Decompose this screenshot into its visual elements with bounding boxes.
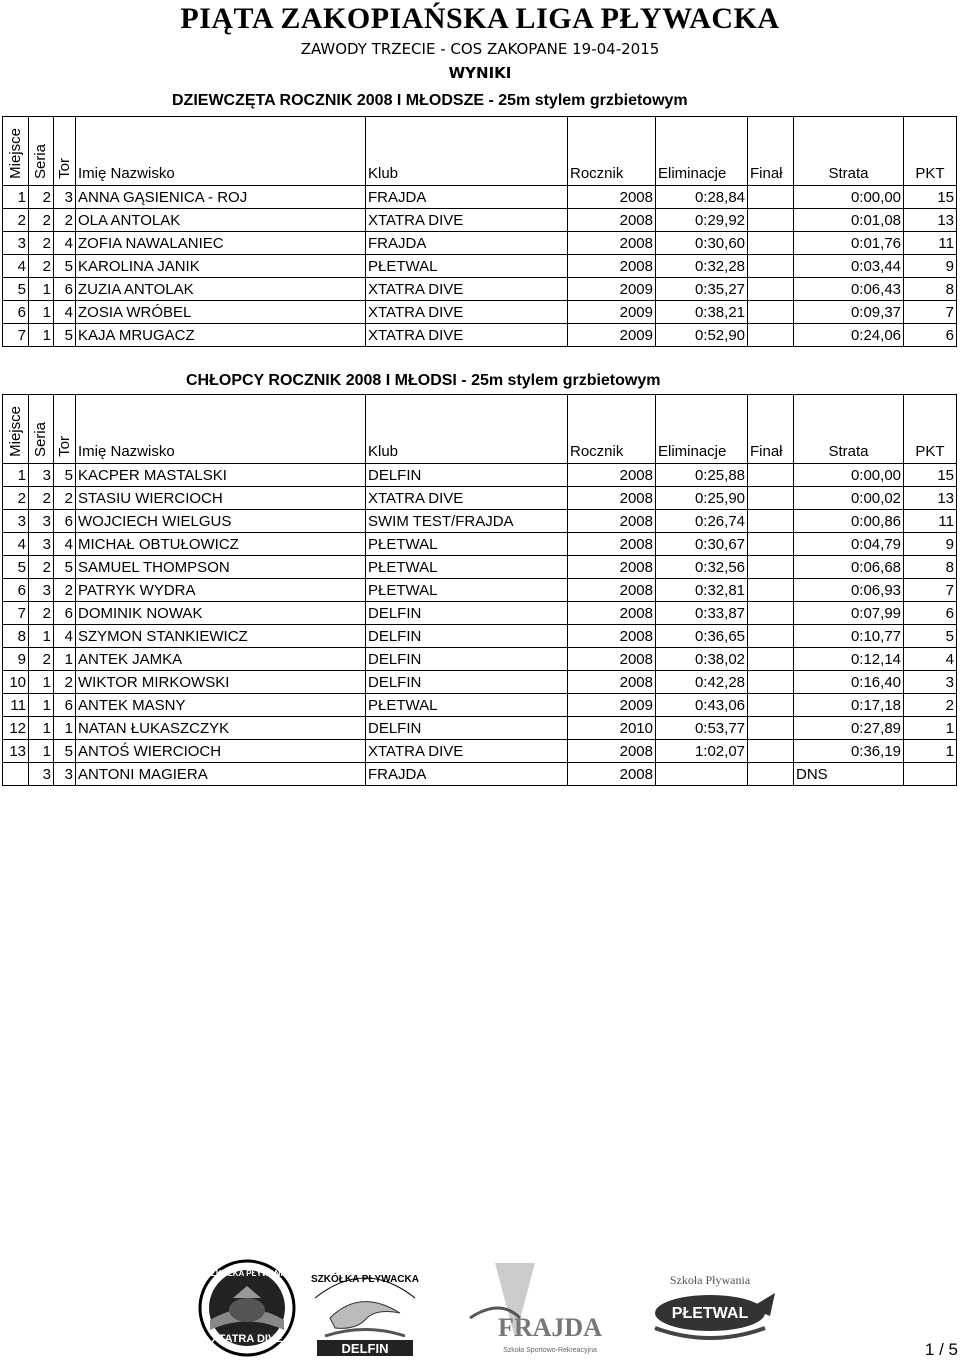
table-row	[3, 487, 957, 510]
cell-final	[748, 301, 794, 324]
table-row	[3, 255, 957, 278]
cell-seria: 2	[29, 209, 54, 232]
cell-eliminacje: 0:42,28	[656, 671, 748, 694]
cell-rocznik: 2008	[568, 740, 656, 763]
cell-seria: 1	[29, 301, 54, 324]
cell-strata: 0:17,18	[794, 694, 904, 717]
cell-miejsce: 6	[3, 579, 29, 602]
cell-name: KACPER MASTALSKI	[76, 464, 366, 487]
cell-final	[748, 763, 794, 786]
cell-pkt: 13	[904, 487, 957, 510]
cell-strata: 0:01,08	[794, 209, 904, 232]
table-row	[3, 648, 957, 671]
cell-miejsce: 4	[3, 255, 29, 278]
cell-seria: 1	[29, 671, 54, 694]
cell-rocznik: 2008	[568, 255, 656, 278]
cell-tor: 6	[54, 694, 76, 717]
cell-seria: 1	[29, 717, 54, 740]
cell-pkt: 7	[904, 579, 957, 602]
cell-name: STASIU WIERCIOCH	[76, 487, 366, 510]
frajda-logo	[440, 1258, 620, 1358]
cell-miejsce: 2	[3, 487, 29, 510]
cell-pkt: 3	[904, 671, 957, 694]
cell-name: ANTONI MAGIERA	[76, 763, 366, 786]
table-row	[3, 556, 957, 579]
cell-tor: 4	[54, 301, 76, 324]
page-title: PIĄTA ZAKOPIAŃSKA LIGA PŁYWACKA	[180, 2, 780, 35]
cell-pkt: 4	[904, 648, 957, 671]
cell-eliminacje: 0:30,60	[656, 232, 748, 255]
column-header-final: Finał	[748, 395, 794, 464]
cell-klub: XTATRA DIVE	[366, 209, 568, 232]
cell-final	[748, 278, 794, 301]
cell-name: NATAN ŁUKASZCZYK	[76, 717, 366, 740]
cell-tor: 5	[54, 740, 76, 763]
cell-strata: 0:27,89	[794, 717, 904, 740]
table-row	[3, 717, 957, 740]
cell-seria: 1	[29, 625, 54, 648]
cell-eliminacje: 0:30,67	[656, 533, 748, 556]
cell-pkt: 11	[904, 232, 957, 255]
column-header-rocznik: Rocznik	[568, 395, 656, 464]
cell-final	[748, 533, 794, 556]
cell-eliminacje: 0:32,56	[656, 556, 748, 579]
cell-eliminacje: 0:26,74	[656, 510, 748, 533]
cell-final	[748, 671, 794, 694]
cell-pkt: 9	[904, 533, 957, 556]
column-header-strata: Strata	[794, 117, 904, 186]
cell-rocznik: 2008	[568, 579, 656, 602]
cell-strata: 0:07,99	[794, 602, 904, 625]
cell-miejsce: 2	[3, 209, 29, 232]
column-header-miejsce	[3, 117, 29, 186]
cell-pkt: 5	[904, 625, 957, 648]
cell-rocznik: 2008	[568, 510, 656, 533]
cell-final	[748, 232, 794, 255]
cell-klub: PŁETWAL	[366, 533, 568, 556]
cell-rocznik: 2009	[568, 301, 656, 324]
cell-strata: 0:00,86	[794, 510, 904, 533]
cell-tor: 2	[54, 579, 76, 602]
cell-strata: 0:36,19	[794, 740, 904, 763]
cell-final	[748, 625, 794, 648]
results-heading: WYNIKI	[448, 64, 512, 82]
column-header-label: Seria	[32, 421, 49, 457]
cell-seria: 2	[29, 648, 54, 671]
column-header-seria	[29, 117, 54, 186]
cell-klub: DELFIN	[366, 625, 568, 648]
table-row	[3, 671, 957, 694]
cell-final	[748, 209, 794, 232]
column-header-final: Finał	[748, 117, 794, 186]
svg-text:XTATRA DIVE: XTATRA DIVE	[211, 1333, 283, 1345]
section-title-girls: DZIEWCZĘTA ROCZNIK 2008 I MŁODSZE - 25m stylem grzbietowym	[172, 92, 688, 109]
cell-pkt: 2	[904, 694, 957, 717]
cell-final	[748, 324, 794, 347]
cell-klub: DELFIN	[366, 717, 568, 740]
cell-eliminacje: 0:52,90	[656, 324, 748, 347]
cell-tor: 3	[54, 763, 76, 786]
cell-final	[748, 648, 794, 671]
cell-tor: 6	[54, 278, 76, 301]
cell-final	[748, 579, 794, 602]
cell-name: DOMINIK NOWAK	[76, 602, 366, 625]
cell-rocznik: 2009	[568, 694, 656, 717]
cell-name: ANNA GĄSIENICA - ROJ	[76, 186, 366, 209]
column-header-miejsce	[3, 395, 29, 464]
cell-klub: PŁETWAL	[366, 579, 568, 602]
cell-name: ANTEK MASNY	[76, 694, 366, 717]
cell-name: WOJCIECH WIELGUS	[76, 510, 366, 533]
cell-tor: 4	[54, 533, 76, 556]
cell-miejsce: 13	[3, 740, 29, 763]
cell-eliminacje: 0:53,77	[656, 717, 748, 740]
table-row	[3, 186, 957, 209]
table-row	[3, 625, 957, 648]
pletwal-logo	[640, 1258, 780, 1358]
cell-name: WIKTOR MIRKOWSKI	[76, 671, 366, 694]
cell-final	[748, 556, 794, 579]
cell-name: ANTEK JAMKA	[76, 648, 366, 671]
cell-name: KAROLINA JANIK	[76, 255, 366, 278]
cell-pkt: 6	[904, 324, 957, 347]
cell-strata: 0:09,37	[794, 301, 904, 324]
cell-miejsce: 3	[3, 510, 29, 533]
column-header-label: Tor	[56, 158, 73, 179]
table-row	[3, 278, 957, 301]
cell-eliminacje: 0:33,87	[656, 602, 748, 625]
cell-pkt: 8	[904, 278, 957, 301]
cell-eliminacje: 0:35,27	[656, 278, 748, 301]
cell-rocznik: 2008	[568, 487, 656, 510]
cell-klub: PŁETWAL	[366, 694, 568, 717]
cell-seria: 2	[29, 255, 54, 278]
svg-text:FRAJDA: FRAJDA	[498, 1313, 602, 1342]
cell-eliminacje: 0:43,06	[656, 694, 748, 717]
cell-seria: 1	[29, 694, 54, 717]
cell-seria: 3	[29, 510, 54, 533]
cell-rocznik: 2008	[568, 671, 656, 694]
cell-final	[748, 255, 794, 278]
cell-tor: 3	[54, 186, 76, 209]
cell-rocznik: 2008	[568, 763, 656, 786]
cell-final	[748, 694, 794, 717]
cell-klub: FRAJDA	[366, 232, 568, 255]
table-row	[3, 740, 957, 763]
column-header-eliminacje: Eliminacje	[656, 395, 748, 464]
cell-tor: 4	[54, 232, 76, 255]
cell-miejsce: 6	[3, 301, 29, 324]
cell-name: KAJA MRUGACZ	[76, 324, 366, 347]
column-header-eliminacje: Eliminacje	[656, 117, 748, 186]
cell-eliminacje: 0:29,92	[656, 209, 748, 232]
cell-eliminacje: 0:32,81	[656, 579, 748, 602]
cell-miejsce	[3, 763, 29, 786]
cell-seria: 2	[29, 487, 54, 510]
sponsor-logos	[0, 1258, 960, 1358]
column-header-name: Imię Nazwisko	[76, 117, 366, 186]
cell-strata: 0:00,00	[794, 186, 904, 209]
cell-miejsce: 7	[3, 324, 29, 347]
cell-rocznik: 2010	[568, 717, 656, 740]
cell-klub: DELFIN	[366, 602, 568, 625]
table-row	[3, 533, 957, 556]
column-header-label: Miejsce	[6, 128, 24, 179]
cell-strata: 0:06,68	[794, 556, 904, 579]
cell-pkt: 15	[904, 186, 957, 209]
cell-klub: FRAJDA	[366, 186, 568, 209]
cell-tor: 1	[54, 648, 76, 671]
cell-rocznik: 2008	[568, 602, 656, 625]
column-header-label: Miejsce	[6, 406, 24, 457]
cell-name: SAMUEL THOMPSON	[76, 556, 366, 579]
column-header-name: Imię Nazwisko	[76, 395, 366, 464]
cell-rocznik: 2008	[568, 232, 656, 255]
cell-pkt: 15	[904, 464, 957, 487]
cell-name: SZYMON STANKIEWICZ	[76, 625, 366, 648]
column-header-label: Tor	[56, 436, 73, 457]
cell-pkt: 1	[904, 717, 957, 740]
cell-strata: 0:04,79	[794, 533, 904, 556]
cell-klub: XTATRA DIVE	[366, 278, 568, 301]
cell-seria: 1	[29, 324, 54, 347]
cell-strata: DNS	[794, 763, 904, 786]
cell-pkt: 9	[904, 255, 957, 278]
cell-name: PATRYK WYDRA	[76, 579, 366, 602]
cell-name: OLA ANTOLAK	[76, 209, 366, 232]
table-row	[3, 579, 957, 602]
cell-pkt: 11	[904, 510, 957, 533]
table-row	[3, 301, 957, 324]
cell-rocznik: 2009	[568, 278, 656, 301]
cell-tor: 5	[54, 324, 76, 347]
delfin-logo	[305, 1258, 425, 1358]
cell-eliminacje	[656, 763, 748, 786]
cell-eliminacje: 0:32,28	[656, 255, 748, 278]
cell-rocznik: 2008	[568, 209, 656, 232]
svg-text:PŁETWAL: PŁETWAL	[671, 1305, 749, 1322]
results-table-boys	[2, 394, 957, 786]
cell-tor: 2	[54, 671, 76, 694]
cell-final	[748, 487, 794, 510]
cell-klub: XTATRA DIVE	[366, 301, 568, 324]
cell-strata: 0:06,43	[794, 278, 904, 301]
cell-final	[748, 186, 794, 209]
cell-seria: 2	[29, 232, 54, 255]
table-row	[3, 464, 957, 487]
cell-strata: 0:12,14	[794, 648, 904, 671]
cell-miejsce: 10	[3, 671, 29, 694]
cell-name: ANTOŚ WIERCIOCH	[76, 740, 366, 763]
cell-klub: XTATRA DIVE	[366, 324, 568, 347]
cell-klub: SWIM TEST/FRAJDA	[366, 510, 568, 533]
cell-seria: 1	[29, 278, 54, 301]
cell-name: ZOSIA WRÓBEL	[76, 301, 366, 324]
cell-pkt: 1	[904, 740, 957, 763]
table-header-row	[3, 395, 957, 464]
results-table-girls	[2, 116, 957, 347]
cell-miejsce: 4	[3, 533, 29, 556]
cell-miejsce: 7	[3, 602, 29, 625]
cell-rocznik: 2008	[568, 533, 656, 556]
table-row	[3, 324, 957, 347]
cell-tor: 6	[54, 510, 76, 533]
table-row	[3, 602, 957, 625]
cell-strata: 0:16,40	[794, 671, 904, 694]
cell-seria: 2	[29, 556, 54, 579]
cell-name: ZOFIA NAWALANIEC	[76, 232, 366, 255]
cell-eliminacje: 1:02,07	[656, 740, 748, 763]
column-header-pkt: PKT	[904, 395, 957, 464]
cell-eliminacje: 0:28,84	[656, 186, 748, 209]
cell-pkt	[904, 763, 957, 786]
cell-strata: 0:01,76	[794, 232, 904, 255]
cell-miejsce: 5	[3, 556, 29, 579]
cell-seria: 3	[29, 579, 54, 602]
cell-tor: 5	[54, 255, 76, 278]
cell-miejsce: 11	[3, 694, 29, 717]
cell-seria: 2	[29, 602, 54, 625]
cell-pkt: 13	[904, 209, 957, 232]
cell-rocznik: 2008	[568, 186, 656, 209]
column-header-rocznik: Rocznik	[568, 117, 656, 186]
cell-tor: 5	[54, 464, 76, 487]
cell-final	[748, 510, 794, 533]
table-row	[3, 232, 957, 255]
cell-pkt: 7	[904, 301, 957, 324]
xtatra-dive-logo	[188, 1258, 306, 1358]
cell-final	[748, 717, 794, 740]
column-header-seria	[29, 395, 54, 464]
column-header-klub: Klub	[366, 117, 568, 186]
cell-seria: 3	[29, 763, 54, 786]
cell-tor: 1	[54, 717, 76, 740]
cell-klub: FRAJDA	[366, 763, 568, 786]
column-header-strata: Strata	[794, 395, 904, 464]
cell-eliminacje: 0:38,02	[656, 648, 748, 671]
cell-eliminacje: 0:36,65	[656, 625, 748, 648]
page-number: 1 / 5	[924, 1340, 958, 1359]
cell-eliminacje: 0:25,90	[656, 487, 748, 510]
cell-strata: 0:06,93	[794, 579, 904, 602]
cell-klub: XTATRA DIVE	[366, 487, 568, 510]
event-subtitle: ZAWODY TRZECIE - COS ZAKOPANE 19-04-2015	[300, 40, 660, 58]
column-header-tor	[54, 117, 76, 186]
cell-miejsce: 5	[3, 278, 29, 301]
column-header-tor	[54, 395, 76, 464]
cell-klub: PŁETWAL	[366, 556, 568, 579]
svg-text:SZKÓŁKA PŁYWANIA: SZKÓŁKA PŁYWANIA	[205, 1269, 289, 1278]
cell-strata: 0:24,06	[794, 324, 904, 347]
cell-tor: 2	[54, 487, 76, 510]
cell-rocznik: 2008	[568, 648, 656, 671]
table-row	[3, 694, 957, 717]
section-title-boys: CHŁOPCY ROCZNIK 2008 I MŁODSI - 25m stylem grzbietowym	[186, 372, 661, 389]
table-row	[3, 209, 957, 232]
cell-strata: 0:00,00	[794, 464, 904, 487]
cell-miejsce: 9	[3, 648, 29, 671]
cell-rocznik: 2008	[568, 464, 656, 487]
cell-pkt: 8	[904, 556, 957, 579]
cell-seria: 2	[29, 186, 54, 209]
cell-seria: 1	[29, 740, 54, 763]
cell-rocznik: 2008	[568, 556, 656, 579]
cell-pkt: 6	[904, 602, 957, 625]
cell-miejsce: 3	[3, 232, 29, 255]
cell-seria: 3	[29, 464, 54, 487]
table-row	[3, 510, 957, 533]
cell-klub: DELFIN	[366, 648, 568, 671]
cell-strata: 0:03,44	[794, 255, 904, 278]
cell-final	[748, 464, 794, 487]
cell-name: MICHAŁ OBTUŁOWICZ	[76, 533, 366, 556]
cell-tor: 4	[54, 625, 76, 648]
table-header-row	[3, 117, 957, 186]
cell-final	[748, 602, 794, 625]
cell-klub: DELFIN	[366, 671, 568, 694]
cell-miejsce: 8	[3, 625, 29, 648]
cell-rocznik: 2008	[568, 625, 656, 648]
cell-tor: 6	[54, 602, 76, 625]
cell-final	[748, 740, 794, 763]
cell-klub: DELFIN	[366, 464, 568, 487]
cell-strata: 0:10,77	[794, 625, 904, 648]
column-header-klub: Klub	[366, 395, 568, 464]
cell-klub: PŁETWAL	[366, 255, 568, 278]
svg-text:SZKÓŁKA PŁYWACKA: SZKÓŁKA PŁYWACKA	[311, 1274, 419, 1285]
cell-seria: 3	[29, 533, 54, 556]
cell-name: ZUZIA ANTOLAK	[76, 278, 366, 301]
column-header-label: Seria	[32, 143, 49, 179]
cell-tor: 5	[54, 556, 76, 579]
svg-text:Szkoła Sportowo-Rekreacyjna: Szkoła Sportowo-Rekreacyjna	[503, 1347, 597, 1354]
svg-text:DELFIN: DELFIN	[341, 1341, 389, 1356]
cell-rocznik: 2009	[568, 324, 656, 347]
column-header-pkt: PKT	[904, 117, 957, 186]
cell-miejsce: 1	[3, 186, 29, 209]
cell-miejsce: 12	[3, 717, 29, 740]
cell-strata: 0:00,02	[794, 487, 904, 510]
cell-tor: 2	[54, 209, 76, 232]
cell-klub: XTATRA DIVE	[366, 740, 568, 763]
cell-eliminacje: 0:38,21	[656, 301, 748, 324]
table-row	[3, 763, 957, 786]
cell-miejsce: 1	[3, 464, 29, 487]
svg-text:Szkoła Pływania: Szkoła Pływania	[669, 1273, 751, 1287]
cell-eliminacje: 0:25,88	[656, 464, 748, 487]
